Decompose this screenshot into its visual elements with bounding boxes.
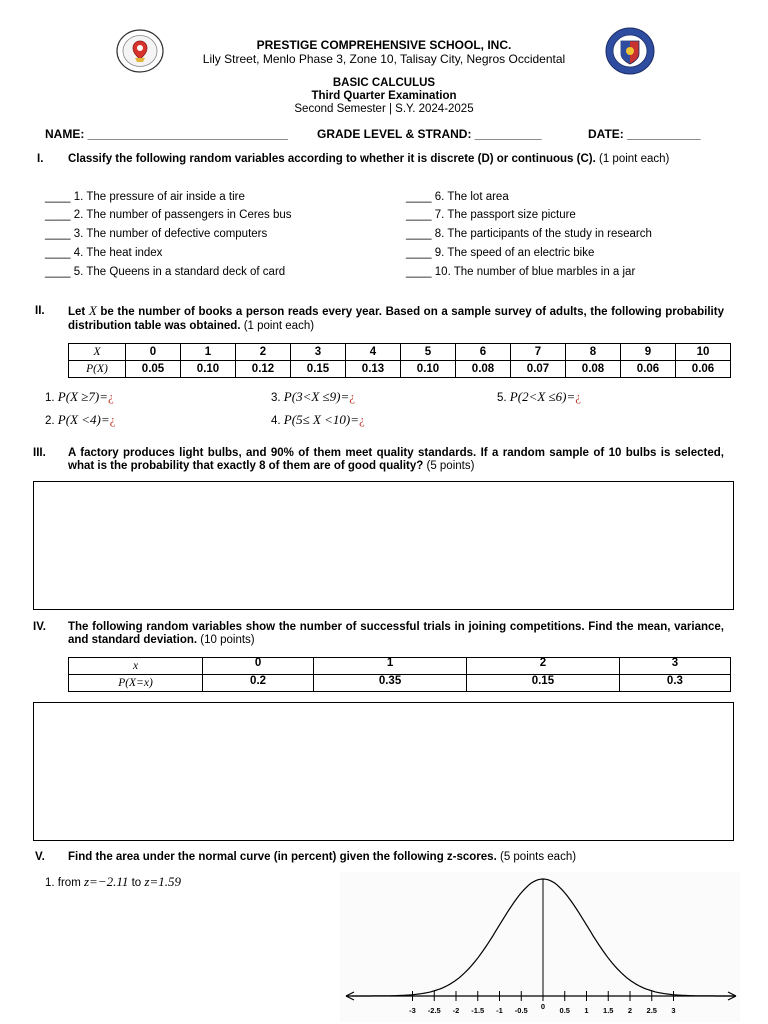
question-mark: ¿ xyxy=(359,412,365,427)
axis-tick-label: -0.5 xyxy=(514,1006,528,1015)
question-mid: to xyxy=(131,877,142,889)
date-field[interactable]: DATE: ___________ xyxy=(588,127,701,141)
question-prefix: 1. from xyxy=(45,877,81,889)
question-number: 5. xyxy=(497,392,507,404)
question-expression: P(2<X ≤6)= xyxy=(509,389,576,404)
table-cell: 3 xyxy=(619,658,730,675)
part1-instruction-text: Classify the following random variables according to whether it is discrete (D) or continuous (C). xyxy=(68,153,596,165)
school-address: Lily Street, Menlo Phase 3, Zone 10, Talisay City, Negros Occidental xyxy=(202,52,566,66)
question-mark: ¿ xyxy=(575,389,582,404)
question-mark: ¿ xyxy=(108,389,114,404)
table-row xyxy=(69,658,731,675)
part4-answer-box[interactable] xyxy=(33,702,734,841)
question-number: 3. xyxy=(271,392,281,404)
table-cell: 0.08 xyxy=(456,361,511,378)
table-cell: 0.06 xyxy=(621,361,676,378)
table-cell: 0.10 xyxy=(401,361,456,378)
table-cell: 0.15 xyxy=(466,675,619,692)
part2-numeral: II. xyxy=(35,305,45,317)
table-header-px: P(X=x) xyxy=(69,675,203,692)
table-row xyxy=(69,344,731,361)
question-4[interactable] xyxy=(271,412,365,428)
part5-instruction-text: Find the area under the normal curve (in percent) given the following z-scores. xyxy=(68,851,497,863)
table-cell: 9 xyxy=(621,344,676,361)
table-header-x: X xyxy=(69,344,126,361)
question-mark: ¿ xyxy=(349,389,356,404)
name-field[interactable]: NAME: ______________________________ xyxy=(45,127,288,141)
table-row xyxy=(69,675,731,692)
question-expression: P(X <4)= xyxy=(57,412,110,427)
question-3[interactable] xyxy=(271,389,355,405)
table-cell: 6 xyxy=(456,344,511,361)
question-mark: ¿ xyxy=(109,412,116,427)
question-expression: P(5≤ X <10)= xyxy=(283,412,360,427)
table-cell: 4 xyxy=(346,344,401,361)
term-label: Second Semester | S.Y. 2024-2025 xyxy=(294,103,474,115)
list-item[interactable]: ____ 7. The passport size picture xyxy=(406,209,576,221)
table-cell: 0.15 xyxy=(291,361,346,378)
subject-title: BASIC CALCULUS xyxy=(332,77,436,89)
list-item[interactable]: ____ 5. The Queens in a standard deck of card xyxy=(45,266,286,278)
table-cell: 0.06 xyxy=(676,361,731,378)
axis-tick-label: 0.5 xyxy=(559,1006,570,1015)
axis-tick-label: -3 xyxy=(409,1006,416,1015)
axis-tick-label: 3 xyxy=(671,1006,676,1015)
table-cell: 10 xyxy=(676,344,731,361)
table-cell: 0.13 xyxy=(346,361,401,378)
z-score-2: z=1.59 xyxy=(144,874,181,889)
question-number: 2. xyxy=(45,415,55,427)
list-item[interactable]: ____ 4. The heat index xyxy=(45,247,163,259)
normal-curve-diagram xyxy=(340,872,740,1022)
table-cell: 0.35 xyxy=(314,675,467,692)
question-5[interactable] xyxy=(497,389,581,405)
diagram-background xyxy=(340,872,740,1022)
part4-instruction xyxy=(68,621,724,647)
table-cell: 7 xyxy=(511,344,566,361)
question-1[interactable] xyxy=(45,389,114,405)
school-name: PRESTIGE COMPREHENSIVE SCHOOL, INC. xyxy=(256,38,512,52)
list-item[interactable]: ____ 3. The number of defective computers xyxy=(45,228,268,240)
axis-tick-label: -2.5 xyxy=(427,1006,441,1015)
part4-numeral: IV. xyxy=(33,621,47,633)
axis-tick-label: 2.5 xyxy=(646,1006,657,1015)
axis-tick-label: -1 xyxy=(496,1006,503,1015)
table-cell: 8 xyxy=(566,344,621,361)
grade-strand-field[interactable]: GRADE LEVEL & STRAND: __________ xyxy=(317,127,542,141)
part2-instruction-a: Let xyxy=(68,306,86,318)
axis-tick-label: -2 xyxy=(452,1006,460,1015)
probability-table xyxy=(68,343,731,378)
table-cell: 0.10 xyxy=(181,361,236,378)
table-row xyxy=(69,361,731,378)
part1-instruction xyxy=(68,153,724,166)
question-expression: P(3<X ≤9)= xyxy=(283,389,350,404)
list-item[interactable]: ____ 10. The number of blue marbles in a jar xyxy=(406,266,636,278)
part4-instruction-text: The following random variables show the number of successful trials in joining competitions. Find the mean, variance, and standard deviation. xyxy=(68,621,724,646)
table-cell: 3 xyxy=(291,344,346,361)
table-cell: 0.12 xyxy=(236,361,291,378)
axis-tick-label: -1.5 xyxy=(471,1006,485,1015)
part1-points: (1 point each) xyxy=(599,153,670,165)
exam-title: Third Quarter Examination xyxy=(311,90,457,102)
axis-tick-label: 1.5 xyxy=(603,1006,614,1015)
list-item[interactable]: ____ 1. The pressure of air inside a tire xyxy=(45,191,245,203)
part3-instruction xyxy=(68,447,724,473)
axis-tick-label: 0 xyxy=(540,1002,546,1011)
table-cell: 0.05 xyxy=(126,361,181,378)
table-cell: 2 xyxy=(236,344,291,361)
list-item[interactable]: ____ 8. The participants of the study in research xyxy=(406,228,652,240)
table-cell: 0.3 xyxy=(619,675,730,692)
question-expression: P(X ≥7)= xyxy=(57,389,108,404)
question-number: 1. xyxy=(45,392,55,404)
part5-points: (5 points each) xyxy=(499,851,577,863)
table-cell: 1 xyxy=(181,344,236,361)
part5-question-1 xyxy=(45,874,181,890)
part5-numeral: V. xyxy=(35,851,45,863)
part3-instruction-text: A factory produces light bulbs, and 90% of them meet quality standards. If a random sample of 10 bulbs is selected, what is the probability that exactly 8 of them are of good quality? xyxy=(68,447,724,472)
part3-points: (5 points) xyxy=(426,460,475,472)
axis-tick-label: 2 xyxy=(627,1006,633,1015)
question-number: 4. xyxy=(271,415,281,427)
table-cell: 0 xyxy=(126,344,181,361)
axis-tick-label: 1 xyxy=(584,1006,589,1015)
part2-variable: X xyxy=(88,303,97,318)
table-cell: 0 xyxy=(203,658,314,675)
table-cell: 2 xyxy=(466,658,619,675)
distribution-table xyxy=(68,657,731,692)
table-cell: 0.2 xyxy=(203,675,314,692)
z-score-1: z=−2.11 xyxy=(84,874,129,889)
table-cell: 5 xyxy=(401,344,456,361)
table-header-px: P(X) xyxy=(69,361,126,378)
table-cell: 1 xyxy=(314,658,467,675)
part3-answer-box[interactable] xyxy=(33,481,734,610)
table-header-x: x xyxy=(69,658,203,675)
question-2[interactable] xyxy=(45,412,115,428)
table-cell: 0.07 xyxy=(511,361,566,378)
part1-numeral: I. xyxy=(37,153,44,165)
part2-instruction-b: be the number of books a person reads every year. Based on a sample survey of adults, the following probability distribution table was obtained. xyxy=(68,306,724,332)
part2-points: (1 point each) xyxy=(243,320,315,332)
part2-instruction xyxy=(68,304,724,333)
part4-points: (10 points) xyxy=(200,634,255,646)
part5-instruction xyxy=(68,851,724,863)
list-item[interactable]: ____ 9. The speed of an electric bike xyxy=(406,247,595,259)
list-item[interactable]: ____ 6. The lot area xyxy=(406,191,509,203)
table-cell: 0.08 xyxy=(566,361,621,378)
list-item[interactable]: ____ 2. The number of passengers in Ceres bus xyxy=(45,209,292,221)
part3-numeral: III. xyxy=(33,447,46,459)
